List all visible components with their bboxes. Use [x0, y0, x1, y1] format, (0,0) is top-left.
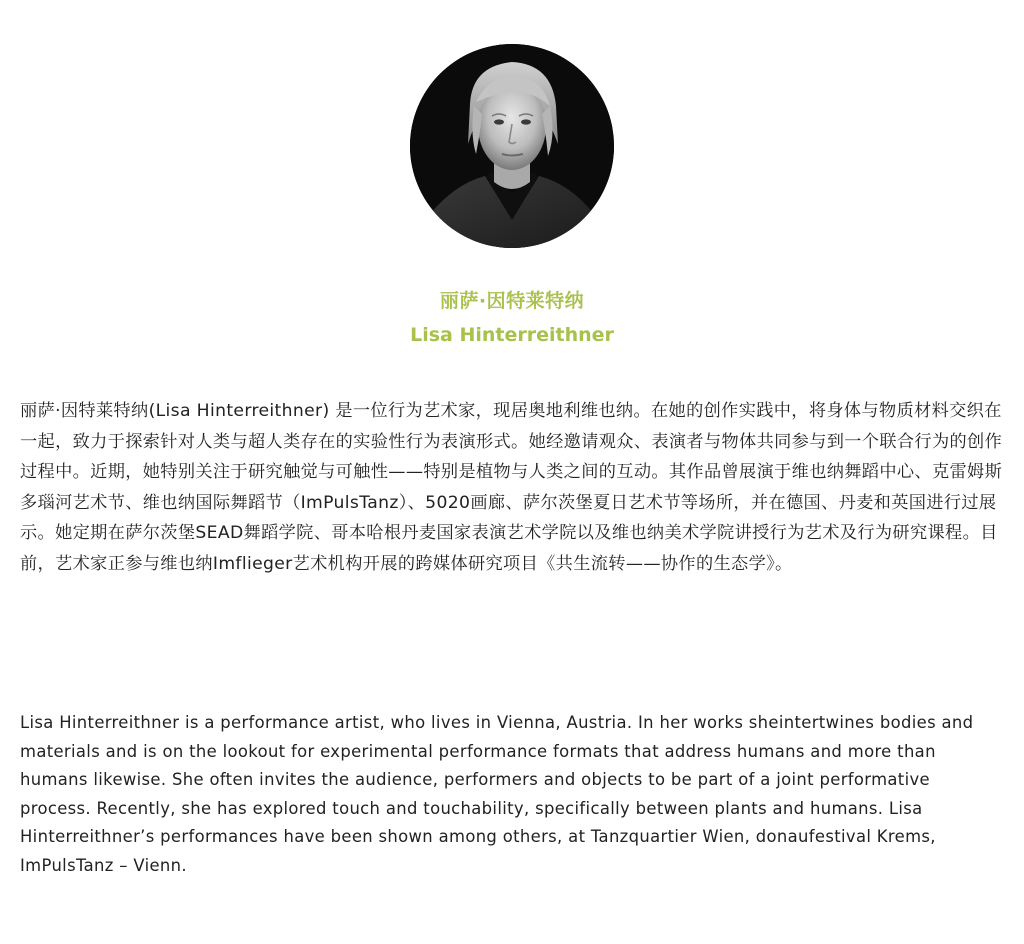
biography-chinese: 丽萨·因特莱特纳(Lisa Hinterreithner) 是一位行为艺术家，现居奥地利维也纳。在她的创作实践中，将身体与物质材料交织在一起，致力于探索针对人类与超人类存在的实验性行为表演形式。她经邀请观众、表演者与物体共同参与到一个联合行为的创作过程中。近期，她特别关注于研究触觉与可触性——特别是植物与人类之间的互动。其作品曾展演于维也纳舞蹈中心、克雷姆斯多瑙河艺术节、维也纳国际舞蹈节（ImPulsTanz）、5020画廊、萨尔茨堡夏日艺术节等场所，并在德国、丹麦和英国进行过展示。她定期在萨尔茨堡SEAD舞蹈学院、哥本哈根丹麦国家表演艺术学院以及维也纳美术学院讲授行为艺术及行为研究课程。目前，艺术家正参与维也纳Imflieger艺术机构开展的跨媒体研究项目《共生流转——协作的生态学》。: [20, 401, 1003, 574]
artist-name-english: Lisa Hinterreithner: [410, 324, 614, 346]
biography-english: Lisa Hinterreithner is a performance artist, who lives in Vienna, Austria. In her works sheintertwines bodies and materials and is on the lookout for experimental performance formats that address humans and more than humans likewise. She often invites the audience, performers and objects to be part of a joint performative process. Recently, she has explored touch and touchability, specifically between plants and humans. Lisa Hinterreithner’s performances have been shown among others, at Tanzquartier Wien, donaufestival Krems, ImPulsTanz – Vienn.: [20, 713, 974, 875]
portrait-photo-icon: [410, 44, 614, 248]
artist-name-chinese: 丽萨·因特莱特纳: [439, 290, 585, 312]
